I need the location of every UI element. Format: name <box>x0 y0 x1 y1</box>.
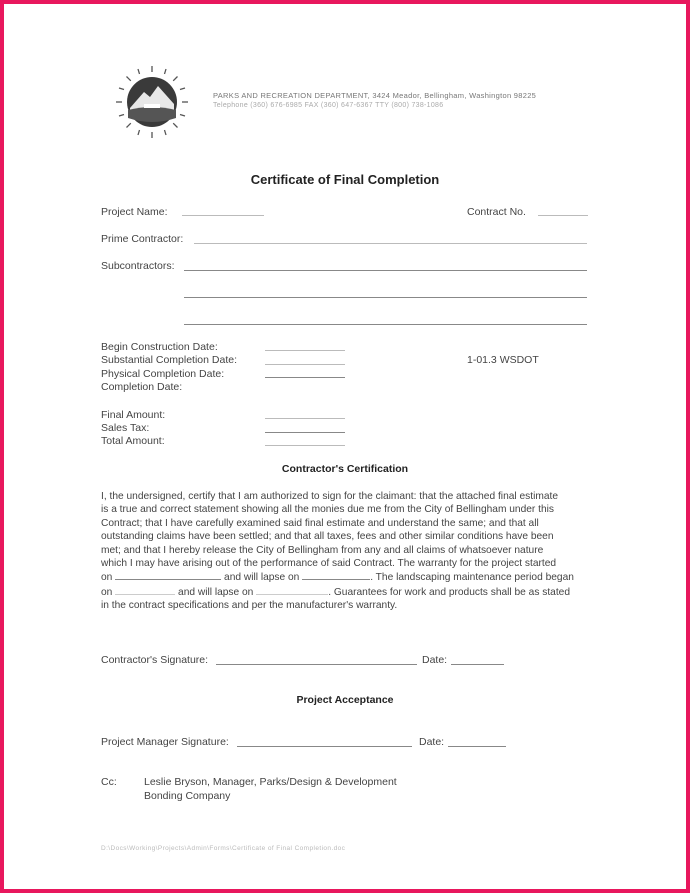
project-manager-date-field[interactable] <box>448 746 506 747</box>
subcontractors-field-1[interactable] <box>184 270 587 271</box>
subcontractors-field-2[interactable] <box>184 297 587 298</box>
completion-date-label: Completion Date: <box>101 381 183 393</box>
certification-line-9: in the contract specifications and per the manufacturer's warranty. <box>101 600 398 612</box>
wsdot-reference: 1-01.3 WSDOT <box>467 354 539 366</box>
warranty-lapse-field[interactable] <box>302 570 370 580</box>
prime-contractor-label: Prime Contractor: <box>101 233 184 245</box>
contractor-certification-heading: Contractor's Certification <box>281 463 409 475</box>
begin-construction-date-field[interactable] <box>265 350 345 351</box>
project-name-field[interactable] <box>182 215 264 216</box>
contract-no-label: Contract No. <box>467 206 526 218</box>
certification-line-7: on and will lapse on . The landscaping maintenance period began <box>101 572 574 584</box>
substantial-completion-date-field[interactable] <box>265 364 345 365</box>
cc-label: Cc: <box>101 776 117 788</box>
subcontractors-field-3[interactable] <box>184 324 587 325</box>
total-amount-label: Total Amount: <box>101 435 165 447</box>
final-amount-label: Final Amount: <box>101 409 166 421</box>
project-manager-date-label: Date: <box>419 736 445 748</box>
certification-line-5: met; and that I hereby release the City of Bellingham from any and all claims of whatsoever nature <box>101 544 544 556</box>
physical-completion-date-field[interactable] <box>265 377 345 378</box>
contractor-signature-label: Contractor's Signature: <box>101 654 209 666</box>
project-name-label: Project Name: <box>101 206 168 218</box>
certification-line-2: is a true and correct statement showing all the monies due me from the City of Bellingham under this <box>101 504 555 516</box>
subcontractors-label: Subcontractors: <box>101 260 175 272</box>
prime-contractor-field[interactable] <box>194 243 587 244</box>
file-path-footer: D:\Docs\Working\Projects\Admin\Forms\Certificate of Final Completion.doc <box>101 845 346 852</box>
total-amount-field[interactable] <box>265 445 345 446</box>
contractor-signature-field[interactable] <box>216 664 417 665</box>
certification-line-8: on and will lapse on . Guarantees for work and products shall be as stated <box>101 586 571 598</box>
contractor-date-field[interactable] <box>451 664 504 665</box>
sales-tax-label: Sales Tax: <box>101 422 150 434</box>
cc-recipient-1: Leslie Bryson, Manager, Parks/Design & Development <box>144 776 397 788</box>
page-title: Certificate of Final Completion <box>250 172 440 187</box>
department-contact: Telephone (360) 676-6985 FAX (360) 647-6367 TTY (800) 738-1086 <box>213 102 444 109</box>
document-page <box>4 4 686 889</box>
certification-line-6: which I may have arising out of the performance of said Contract. The warranty for the project started <box>101 558 557 570</box>
substantial-completion-date-label: Substantial Completion Date: <box>101 354 237 366</box>
final-amount-field[interactable] <box>265 418 345 419</box>
city-seal-logo-icon <box>114 64 190 140</box>
contract-no-field[interactable] <box>538 215 588 216</box>
contractor-date-label: Date: <box>422 654 448 666</box>
physical-completion-date-label: Physical Completion Date: <box>101 368 225 380</box>
warranty-start-field[interactable] <box>115 570 221 580</box>
certification-line-1: I, the undersigned, certify that I am authorized to sign for the claimant: that the attached final estimate <box>101 491 558 502</box>
certification-line-3: Contract; that I have carefully examined said final estimate and understand the same; and that all <box>101 517 539 529</box>
department-address: PARKS AND RECREATION DEPARTMENT, 3424 Meador, Bellingham, Washington 98225 <box>213 91 537 100</box>
cc-recipient-2: Bonding Company <box>144 790 231 802</box>
maintenance-start-field[interactable] <box>115 585 175 595</box>
project-manager-signature-field[interactable] <box>237 746 412 747</box>
certification-paragraph <box>101 490 601 613</box>
sales-tax-field[interactable] <box>265 432 345 433</box>
project-manager-signature-label: Project Manager Signature: <box>101 736 229 748</box>
project-acceptance-heading: Project Acceptance <box>296 694 394 706</box>
begin-construction-date-label: Begin Construction Date: <box>101 341 218 353</box>
certification-line-4: outstanding claims have been settled; and that all taxes, fees and other similar conditions have been <box>101 531 554 543</box>
maintenance-lapse-field[interactable] <box>256 585 328 595</box>
